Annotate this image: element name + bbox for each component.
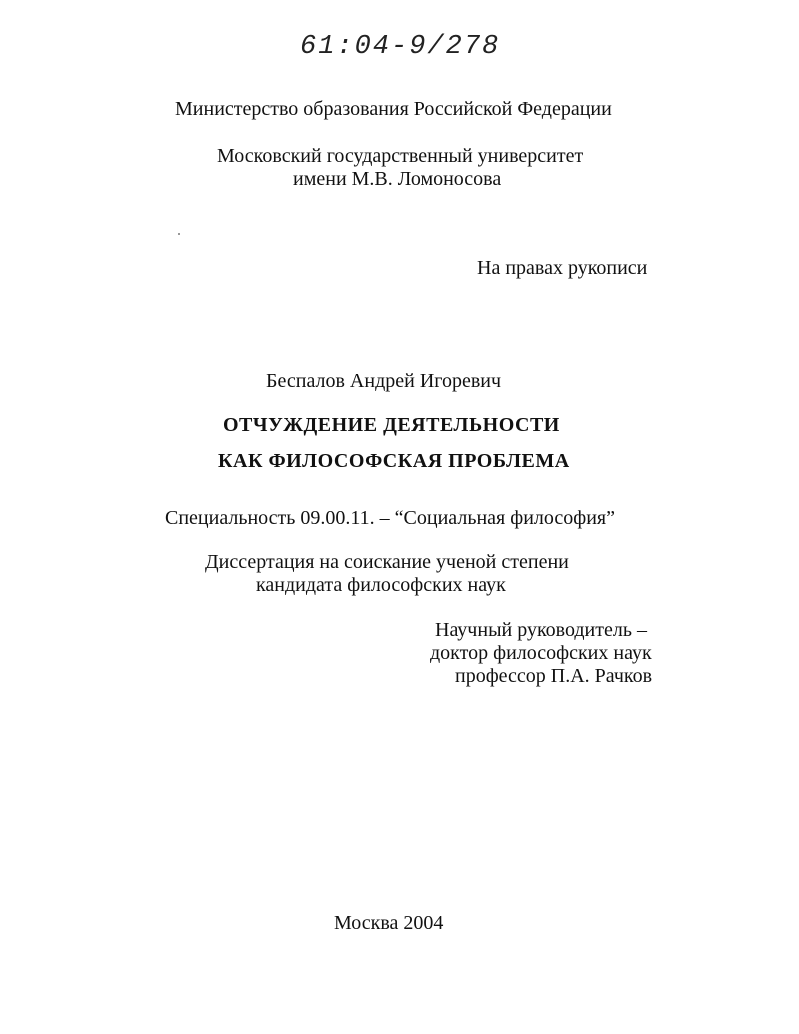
supervisor-line2: доктор философских наук [430,642,652,664]
dissertation-line1: Диссертация на соискание ученой степени [205,551,569,573]
author-name: Беспалов Андрей Игоревич [266,370,502,392]
university-name-line2: имени М.В. Ломоносова [293,168,502,190]
ministry-name: Министерство образования Российской Федерации [175,98,612,120]
thesis-title-line1: ОТЧУЖДЕНИЕ ДЕЯТЕЛЬНОСТИ [223,414,560,436]
university-name-line1: Московский государственный университет [217,145,584,167]
specialty: Специальность 09.00.11. – “Социальная философия” [165,507,615,529]
dissertation-line2: кандидата философских наук [256,574,506,596]
place-and-year: Москва 2004 [334,912,444,934]
supervisor-line3: профессор П.А. Рачков [455,665,653,687]
scan-speck [178,233,180,235]
catalog-number: 61:04-9/278 [300,32,501,62]
rights-note: На правах рукописи [477,257,648,279]
supervisor-line1: Научный руководитель – [435,619,647,641]
thesis-title-line2: КАК ФИЛОСОФСКАЯ ПРОБЛЕМА [218,450,570,472]
